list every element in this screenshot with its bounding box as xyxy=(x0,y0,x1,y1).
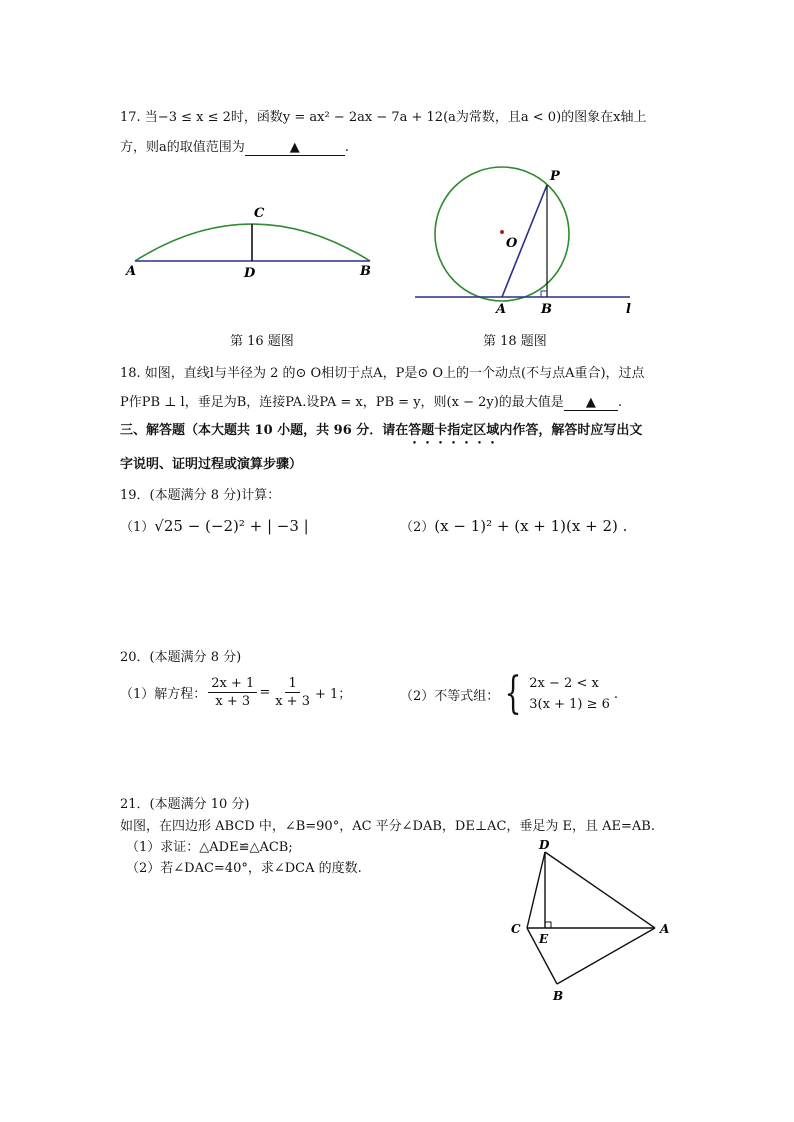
fig16-label-a: A xyxy=(126,264,137,279)
fig21-label-b: B xyxy=(553,989,564,1003)
q20-inequality-2: 3(x + 1) ≥ 6 xyxy=(529,697,610,712)
q19-part2 xyxy=(400,516,627,535)
q19-part1-label: （1） xyxy=(120,520,155,535)
section3-heading-post: 内作答，解答时应写出文 xyxy=(499,423,643,438)
q20-equals: = xyxy=(259,685,271,700)
q17-period: . xyxy=(344,140,349,155)
q20-part1 xyxy=(120,676,351,709)
fig18-center-dot xyxy=(500,230,504,234)
q20-part2-tail: . xyxy=(613,686,619,702)
q20-part2-label: （2）不等式组： xyxy=(400,688,500,704)
q18-period: . xyxy=(617,395,622,410)
q20-fraction-1-num: 2x + 1 xyxy=(208,676,257,693)
section3-heading-pre: 三、解答题（本大题共 10 小题，共 96 分．请在 xyxy=(120,423,409,438)
fig18-label-p: P xyxy=(550,169,560,184)
fig16-label-c: C xyxy=(254,206,265,221)
q20-fraction-1 xyxy=(208,676,257,709)
q20-brace-icon: { xyxy=(504,668,522,719)
section3-heading-emph: 答题卡指定区域 xyxy=(408,423,500,438)
q17-line1: 17. 当−3 ≤ x ≤ 2时，函数y = ax² − 2ax − 7a + 12(a为常数，且a < 0)的图象在x轴上 xyxy=(120,110,647,125)
q18-line1: 18. 如图，直线l与半径为 2 的⊙ O相切于点A，P是⊙ O上的一个动点(不与点A重合)，过点 xyxy=(120,366,645,381)
q20-title: 20．(本题满分 8 分) xyxy=(120,650,242,665)
q21-stem: 如图，在四边形 ABCD 中，∠B=90°，AC 平分∠DAB，DE⊥AC，垂足为 E，且 AE=AB. xyxy=(120,819,655,834)
fig21-label-a: A xyxy=(660,922,670,936)
q18-line2-text: P作PB ⊥ l，垂足为B，连接PA.设PA = x，PB = y，则(x − 2y)的最大值是 xyxy=(120,395,564,410)
q20-inequality-system xyxy=(499,668,610,719)
fig18-caption: 第 18 题图 xyxy=(483,334,547,349)
q20-inequality-1: 2x − 2 < x xyxy=(529,676,599,691)
q19-part2-label: （2） xyxy=(400,520,435,535)
figure-16 xyxy=(120,195,380,285)
q20-fraction-1-den: x + 3 xyxy=(215,694,251,709)
q18-answer-blank: ▲ xyxy=(564,395,618,411)
q21-title: 21．(本题满分 10 分) xyxy=(120,797,250,812)
q19-part1 xyxy=(120,516,309,535)
section3-heading xyxy=(120,419,642,447)
fig18-label-l: l xyxy=(626,302,631,317)
q20-fraction-2-num: 1 xyxy=(285,676,299,693)
q21-part1: （1）求证：△ADE≌△ACB; xyxy=(126,840,293,855)
q20-part1-label: （1）解方程： xyxy=(120,687,207,702)
fig21-label-e: E xyxy=(539,932,549,946)
fig21-segment-dc xyxy=(527,852,545,928)
figure-18 xyxy=(410,160,650,320)
figure-21 xyxy=(505,838,685,1008)
q17-answer-blank: ▲ xyxy=(245,140,345,156)
q20-part2 xyxy=(400,668,619,719)
q19-title: 19．(本题满分 8 分)计算： xyxy=(120,488,281,503)
fig21-label-c: C xyxy=(511,922,521,936)
q18-line2 xyxy=(120,391,622,411)
section3-heading-line2: 字说明、证明过程或演算步骤） xyxy=(120,457,303,472)
fig18-label-o: O xyxy=(506,236,518,251)
fig18-label-b: B xyxy=(541,302,552,317)
q17-line2 xyxy=(120,136,349,156)
fig16-label-b: B xyxy=(360,264,371,279)
fig16-label-d: D xyxy=(244,266,256,281)
fig18-right-angle-mark xyxy=(541,291,547,297)
fig21-right-angle-mark xyxy=(545,922,551,928)
q20-fraction-2-den: x + 3 xyxy=(275,694,310,709)
q21-part2: （2）若∠DAC=40°，求∠DCA 的度数. xyxy=(126,861,362,876)
q20-fraction-2 xyxy=(272,676,313,709)
fig18-label-a: A xyxy=(496,302,507,317)
fig21-label-d: D xyxy=(539,838,550,852)
fig16-caption: 第 16 题图 xyxy=(230,334,294,349)
q19-part2-expr: (x − 1)² + (x + 1)(x + 2) . xyxy=(434,517,628,535)
fig21-segment-da xyxy=(545,852,655,928)
q20-part1-tail: + 1； xyxy=(314,687,352,702)
q19-part1-expr: √25 − (−2)² + | −3 | xyxy=(154,517,309,535)
q17-line2-text: 方，则a的取值范围为 xyxy=(120,140,245,155)
fig21-segment-ba xyxy=(557,928,655,984)
